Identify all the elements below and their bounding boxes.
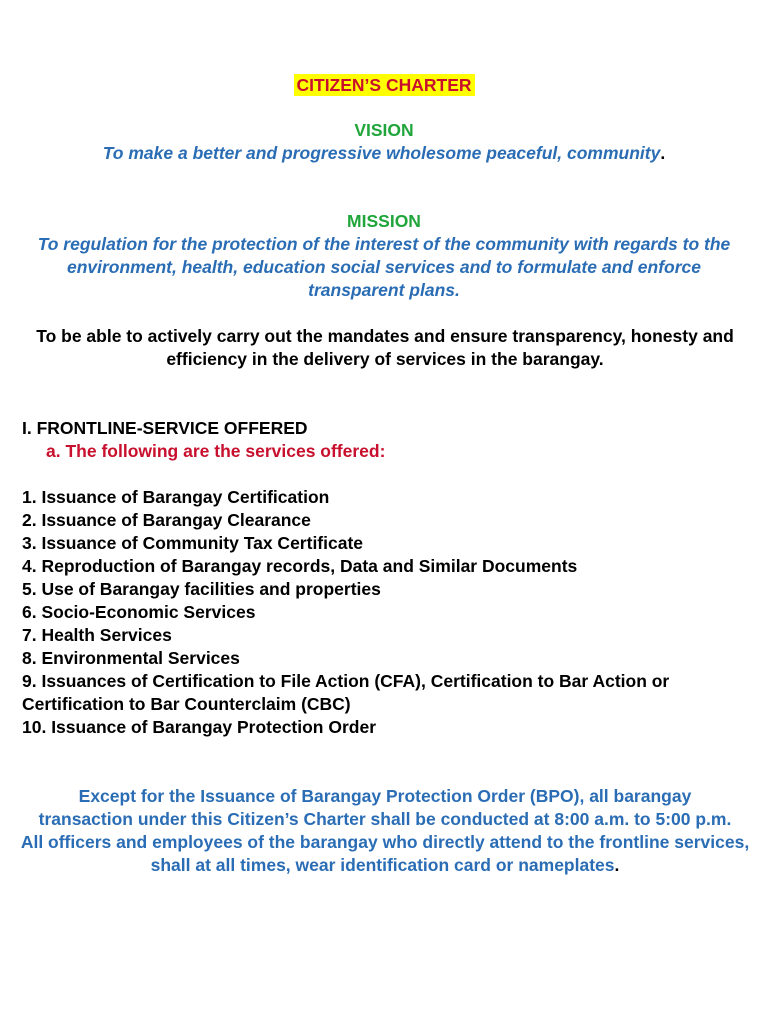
mission-heading: MISSION [347, 211, 421, 231]
mission-text: To regulation for the protection of the interest of the community with regards to the environment, health, education social services and to formulate and enforce transparent plans. [37, 234, 731, 300]
list-item: 10. Issuance of Barangay Protection Order [22, 717, 377, 737]
vision-statement [20, 142, 748, 165]
footer-exception: Except for the Issuance of Barangay Protection Order (BPO), all barangay transaction under this Citizen’s Charter shall be conducted at 8:00 a.m. to 5:00 p.m. [38, 786, 732, 829]
list-item: 2. Issuance of Barangay Clearance [22, 510, 311, 530]
page-title: CITIZEN’S CHARTER [294, 74, 475, 96]
subheading-marker: a. [46, 441, 61, 461]
list-item: 3. Issuance of Community Tax Certificate [22, 533, 364, 553]
footer-section [20, 785, 750, 877]
footer-period: . [614, 855, 620, 875]
list-item: 6. Socio-Economic Services [22, 602, 256, 622]
services-list-wrap [22, 486, 748, 739]
list-item: 1. Issuance of Barangay Certification [22, 487, 330, 507]
services-subheading [46, 440, 746, 463]
list-item: 7. Health Services [22, 625, 172, 645]
vision-section [20, 119, 748, 165]
vision-period: . [660, 143, 666, 163]
list-item: 5. Use of Barangay facilities and properties [22, 579, 381, 599]
mission-section [20, 210, 748, 302]
frontline-heading: I. FRONTLINE-SERVICE OFFERED [22, 418, 308, 438]
services-list [22, 486, 748, 739]
list-item: 8. Environmental Services [22, 648, 240, 668]
vision-heading: VISION [354, 120, 414, 140]
footer-officers-wrap [20, 831, 750, 877]
vision-text: To make a better and progressive wholesome peaceful, community [102, 143, 661, 163]
title-wrap [0, 74, 768, 97]
list-item: 9. Issuances of Certification to File Action (CFA), Certification to Bar Action or Certification to Bar Counterclaim (CBC) [22, 671, 670, 714]
list-item: 4. Reproduction of Barangay records, Data and Similar Documents [22, 556, 578, 576]
subheading-text: The following are the services offered: [65, 441, 386, 461]
footer-officers: All officers and employees of the barangay who directly attend to the frontline services, shall at all times, wear identification card or nameplates [20, 832, 750, 875]
mandate-paragraph: To be able to actively carry out the mandates and ensure transparency, honesty and efficiency in the delivery of services in the barangay. [36, 326, 734, 369]
